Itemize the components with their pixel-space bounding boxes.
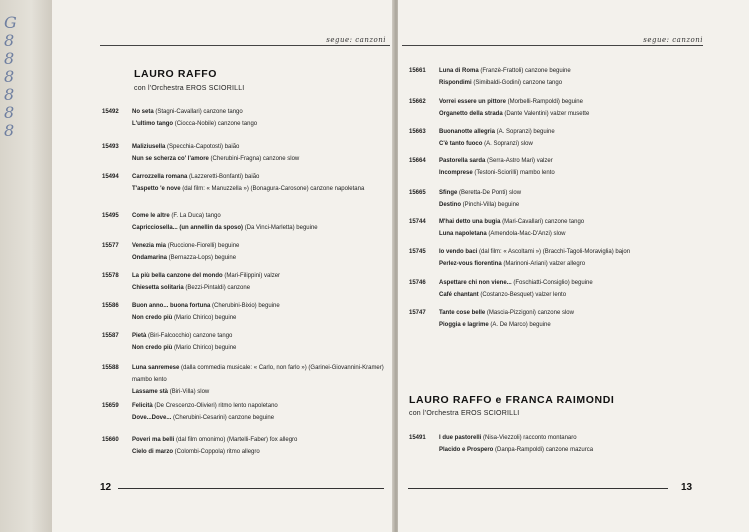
song-title: Vorrei essere un pittore xyxy=(439,99,506,105)
song-credits: (Stagni-Cavallari) canzone tango xyxy=(153,109,243,115)
song-credits: (Mari-Filippini) valzer xyxy=(222,273,281,279)
song-title: Buonanotte allegria xyxy=(439,129,496,135)
song-credits: (dalla commedia musicale: « Carlo, non farlo ») (Garinei-Giovannini-Kramer) mambo lento xyxy=(132,365,384,383)
song-line xyxy=(439,432,709,444)
song-credits: (dal film omonimo) (Martelli-Faber) fox allegro xyxy=(174,437,298,443)
song-line xyxy=(132,183,388,195)
song-line xyxy=(132,222,388,234)
song-line xyxy=(439,155,709,167)
song-line xyxy=(132,446,388,458)
entry-lines xyxy=(439,432,709,456)
entry-lines xyxy=(439,96,709,120)
song-title: Buon anno... buona fortuna xyxy=(132,303,211,309)
catalog-number: 15664 xyxy=(409,158,426,164)
song-credits: (Colombi-Coppola) ritmo allegro xyxy=(173,449,260,455)
song-line xyxy=(439,444,709,456)
entry-lines xyxy=(132,300,388,324)
catalog-number: 15744 xyxy=(409,219,426,225)
entry-lines xyxy=(132,270,388,294)
handwritten-note: G xyxy=(4,13,19,32)
section-subtitle: con l'Orchestra EROS SCIORILLI xyxy=(134,85,245,92)
song-credits: (Specchia-Capotosti) baião xyxy=(165,144,240,150)
entry-lines xyxy=(132,106,388,130)
song-line xyxy=(439,187,709,199)
entry-lines xyxy=(439,216,709,240)
song-credits: (Cherubini-Fragna) canzone slow xyxy=(208,156,300,162)
catalog-number: 15491 xyxy=(409,435,426,441)
song-title: La più bella canzone del mondo xyxy=(132,273,223,279)
entry-lines xyxy=(132,362,388,398)
song-line xyxy=(132,342,388,354)
song-title: Ondamarina xyxy=(132,255,168,261)
song-credits: (Mari-Cavallari) canzone tango xyxy=(500,219,585,225)
catalog-number: 15587 xyxy=(102,333,119,339)
song-title: T'aspetto 'e nove xyxy=(132,186,181,192)
song-credits: (Bezzi-Pintaldi) canzone xyxy=(183,285,251,291)
song-title: C'è tanto fuoco xyxy=(439,141,483,147)
song-line xyxy=(439,108,709,120)
song-title: Rispondimi xyxy=(439,80,472,86)
song-line xyxy=(132,434,388,446)
song-title: Cielo di marzo xyxy=(132,449,174,455)
song-credits: (De Crescenzo-Olivieri) ritmo lento napoletano xyxy=(152,403,278,409)
song-credits: (Ruccione-Fiorelli) beguine xyxy=(166,243,240,249)
song-title: Come le altre xyxy=(132,213,170,219)
entry-lines xyxy=(132,141,388,165)
song-title: Felicità xyxy=(132,403,153,409)
entry-lines xyxy=(439,126,709,150)
song-credits: (Foschiatti-Consiglio) beguine xyxy=(511,280,593,286)
song-title: Sfinge xyxy=(439,190,458,196)
catalog-number: 15665 xyxy=(409,190,426,196)
song-credits: (Bernazza-Lops) beguine xyxy=(167,255,237,261)
song-title: Capricciosella... (un annellin da sposo) xyxy=(132,225,244,231)
song-credits: (Nisa-Viezzoli) racconto montanaro xyxy=(481,435,577,441)
header-rule xyxy=(100,45,390,46)
page-number: 12 xyxy=(100,482,112,493)
song-title: Chiesetta solitaria xyxy=(132,285,184,291)
song-line xyxy=(132,118,388,130)
entry-lines xyxy=(439,277,709,301)
entry-lines xyxy=(439,246,709,270)
handwritten-note: 8 xyxy=(4,67,17,86)
song-line xyxy=(439,65,709,77)
song-title: Non credo più xyxy=(132,315,173,321)
song-line xyxy=(439,216,709,228)
song-credits: (A. Sopranzi) beguine xyxy=(495,129,555,135)
song-line xyxy=(132,300,388,312)
entry-lines xyxy=(439,155,709,179)
song-title: Pioggia e lagrime xyxy=(439,322,489,328)
catalog-number: 15661 xyxy=(409,68,426,74)
song-line xyxy=(132,240,388,252)
song-title: Aspettare chi non viene... xyxy=(439,280,512,286)
song-credits: (Pinchi-Villa) beguine xyxy=(461,202,520,208)
catalog-number: 15577 xyxy=(102,243,119,249)
song-line xyxy=(439,289,709,301)
song-line xyxy=(132,210,388,222)
song-line xyxy=(132,362,388,386)
left-page xyxy=(52,0,394,532)
song-credits: (Mario Chirico) beguine xyxy=(172,345,237,351)
catalog-number: 15492 xyxy=(102,109,119,115)
song-credits: (dal film: « Ascoltami ») (Bracchi-Tagoli-Moraviglia) bajon xyxy=(477,249,631,255)
catalog-number: 15588 xyxy=(102,365,119,371)
song-credits: (Dante Valentini) valzer musette xyxy=(502,111,590,117)
song-title: Pietà xyxy=(132,333,147,339)
catalog-number: 15493 xyxy=(102,144,119,150)
song-credits: (Cherubini-Bixio) beguine xyxy=(210,303,280,309)
song-line xyxy=(132,141,388,153)
song-line xyxy=(132,412,388,424)
song-credits: (Serra-Astro Mari) valzer xyxy=(485,158,553,164)
entry-lines xyxy=(132,240,388,264)
song-line xyxy=(439,277,709,289)
song-credits: (A. Sopranzi) slow xyxy=(482,141,533,147)
running-head: segue: canzoni xyxy=(326,36,386,44)
catalog-number: 15578 xyxy=(102,273,119,279)
song-line xyxy=(439,96,709,108)
entry-lines xyxy=(439,65,709,89)
song-line xyxy=(439,138,709,150)
song-title: No seta xyxy=(132,109,154,115)
song-title: Nun se scherza co' l'amore xyxy=(132,156,209,162)
catalog-number: 15746 xyxy=(409,280,426,286)
song-credits: (Ciocca-Nobile) canzone tango xyxy=(173,121,258,127)
song-title: Café chantant xyxy=(439,292,479,298)
song-title: Io vendo baci xyxy=(439,249,478,255)
catalog-number: 15495 xyxy=(102,213,119,219)
entry-lines xyxy=(439,307,709,331)
entry-lines xyxy=(439,187,709,211)
scan-margin xyxy=(0,0,52,532)
song-credits: (Simibaldi-Godini) canzone tango xyxy=(471,80,563,86)
song-title: I due pastorelli xyxy=(439,435,482,441)
song-line xyxy=(132,252,388,264)
song-title: Venezia mia xyxy=(132,243,167,249)
song-title: Luna napoletana xyxy=(439,231,487,237)
song-credits: (Da Vinci-Marletta) beguine xyxy=(243,225,318,231)
song-credits: (Testoni-Sciorilli) mambo lento xyxy=(472,170,555,176)
song-title: Perlez-vous fiorentina xyxy=(439,261,502,267)
section-title: LAURO RAFFO xyxy=(134,68,218,80)
handwritten-note: 8 xyxy=(4,103,17,122)
entry-lines xyxy=(132,171,388,195)
catalog-number: 15586 xyxy=(102,303,119,309)
song-title: Luna sanremese xyxy=(132,365,180,371)
song-line xyxy=(132,312,388,324)
catalog-number: 15747 xyxy=(409,310,426,316)
catalog-number: 15662 xyxy=(409,99,426,105)
catalog-number: 15659 xyxy=(102,403,119,409)
entry-lines xyxy=(132,330,388,354)
song-line xyxy=(132,282,388,294)
song-line xyxy=(132,386,388,398)
footer-rule xyxy=(408,488,668,489)
song-title: Tante cose belle xyxy=(439,310,486,316)
song-credits: (Mascia-Pizzigoni) canzone slow xyxy=(485,310,574,316)
song-credits: (Beretta-De Ponti) slow xyxy=(457,190,522,196)
song-credits: (Marinoni-Ariani) valzer allegro xyxy=(501,261,586,267)
song-line xyxy=(132,153,388,165)
song-line xyxy=(132,270,388,282)
song-credits: (Danpa-Rampoldi) canzone mazurca xyxy=(493,447,594,453)
song-line xyxy=(439,307,709,319)
footer-rule xyxy=(118,488,384,489)
song-title: M'hai detto una bugia xyxy=(439,219,501,225)
song-title: Luna di Roma xyxy=(439,68,479,74)
song-credits: (Morbelli-Rampoldi) beguine xyxy=(505,99,583,105)
song-title: Non credo più xyxy=(132,345,173,351)
handwritten-notes xyxy=(4,14,19,140)
entry-lines xyxy=(132,400,388,424)
catalog-number: 15494 xyxy=(102,174,119,180)
song-line xyxy=(439,199,709,211)
handwritten-note: 8 xyxy=(4,31,17,50)
handwritten-note: 8 xyxy=(4,49,17,68)
song-title: Poveri ma belli xyxy=(132,437,175,443)
song-line xyxy=(132,400,388,412)
section-title-2: LAURO RAFFO e FRANCA RAIMONDI xyxy=(409,394,615,406)
song-line xyxy=(439,246,709,258)
song-credits: (Mario Chirico) beguine xyxy=(172,315,237,321)
song-credits: (Lazzeretti-Bonfanti) baião xyxy=(187,174,260,180)
song-title: Destino xyxy=(439,202,462,208)
song-credits: (Biri-Falcocchio) canzone tango xyxy=(146,333,233,339)
song-title: Incomprese xyxy=(439,170,473,176)
song-title: Lassame stà xyxy=(132,389,169,395)
catalog-number: 15663 xyxy=(409,129,426,135)
handwritten-note: 8 xyxy=(4,121,17,140)
song-credits: (Biri-Villa) slow xyxy=(168,389,210,395)
song-title: Maliziusella xyxy=(132,144,166,150)
song-line xyxy=(132,106,388,118)
song-title: L'ultimo tango xyxy=(132,121,174,127)
catalog-number: 15745 xyxy=(409,249,426,255)
song-credits: (Amendola-Mac-D'Anzi) slow xyxy=(486,231,566,237)
catalog-number: 15660 xyxy=(102,437,119,443)
song-line xyxy=(439,319,709,331)
right-page xyxy=(398,0,749,532)
song-line xyxy=(132,330,388,342)
song-credits: (Costanzo-Besquet) valzer lento xyxy=(478,292,567,298)
song-title: Dove...Dove... xyxy=(132,415,172,421)
song-credits: (dal film: « Manuzzella ») (Bonagura-Carosone) canzone napoletana xyxy=(180,186,365,192)
song-line xyxy=(439,126,709,138)
handwritten-note: 8 xyxy=(4,85,17,104)
section-subtitle-2: con l'Orchestra EROS SCIORILLI xyxy=(409,410,520,417)
page-number: 13 xyxy=(681,482,693,493)
song-credits: (Franzè-Frattoli) canzone beguine xyxy=(478,68,571,74)
song-title: Pastorella sarda xyxy=(439,158,486,164)
song-line xyxy=(439,228,709,240)
song-line xyxy=(439,258,709,270)
song-credits: (F. La Duca) tango xyxy=(169,213,221,219)
song-title: Placido e Prospero xyxy=(439,447,494,453)
running-head: segue: canzoni xyxy=(643,36,703,44)
song-title: Carrozzella romana xyxy=(132,174,188,180)
header-rule xyxy=(402,45,703,46)
entry-lines xyxy=(132,210,388,234)
song-title: Organetto della strada xyxy=(439,111,503,117)
song-line xyxy=(439,77,709,89)
song-credits: (Cherubini-Cesarini) canzone beguine xyxy=(171,415,275,421)
song-line xyxy=(132,171,388,183)
song-line xyxy=(439,167,709,179)
song-credits: (A. De Marco) beguine xyxy=(488,322,551,328)
entry-lines xyxy=(132,434,388,458)
